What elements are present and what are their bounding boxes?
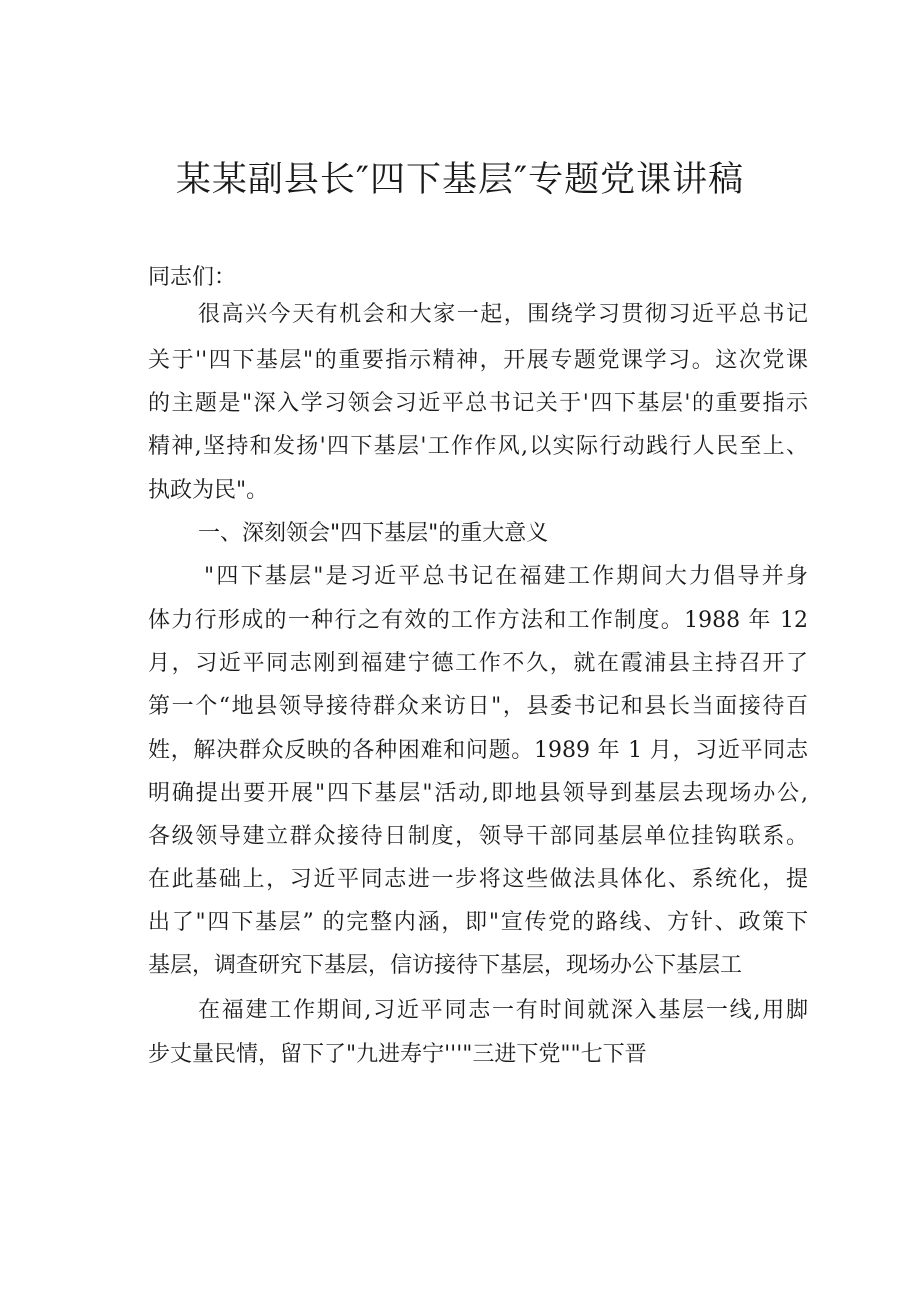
paragraph-line: 步丈量民情，留下了"九进寿宁'''"三进下党""七下晋 xyxy=(148,1042,647,1067)
paragraph-line: 各级领导建立群众接待日制度，领导干部同基层单位挂钩联系。 xyxy=(148,824,808,849)
paragraph-line: 的主题是"深入学习领会习近平总书记关于'四下基层'的重要指示 xyxy=(148,391,808,416)
paragraph-line: 出了"四下基层” 的完整内涵，即"宣传党的路线、方针、政策下 xyxy=(148,910,808,935)
paragraph-line: 体力行形成的一种行之有效的工作方法和工作制度。1988 年 12 xyxy=(148,608,808,633)
paragraph-line: 姓，解决群众反映的各种困难和问题。1989 年 1 月，习近平同志 xyxy=(148,738,808,763)
paragraph-line: 精神,坚持和发扬'四下基层'工作作风,以实际行动践行人民至上、 xyxy=(148,434,808,459)
paragraph-line: 月，习近平同志刚到福建宁德工作不久，就在霞浦县主持召开了 xyxy=(148,651,808,676)
paragraph-line: 在此基础上，习近平同志进一步将这些做法具体化、系统化，提 xyxy=(148,867,808,892)
paragraph-line: 基层，调查研究下基层，信访接待下基层，现场办公下基层工 xyxy=(148,953,743,978)
paragraph-line: "四下基层"是习近平总书记在福建工作期间大力倡导并身 xyxy=(204,564,808,589)
paragraph-line: 很高兴今天有机会和大家一起，围绕学习贯彻习近平总书记 xyxy=(198,302,808,327)
document-title: 某某副县长″四下基层″专题党课讲稿 xyxy=(175,160,745,200)
paragraph-line: 明确提出要开展"四下基层"活动,即地县领导到基层去现场办公, xyxy=(148,781,808,806)
section-heading: 一、深刻领会"四下基层"的重大意义 xyxy=(198,521,549,546)
paragraph-line: 关于''四下基层"的重要指示精神，开展专题党课学习。这次党课 xyxy=(148,348,808,373)
paragraph-line: 执政为民"。 xyxy=(148,478,269,503)
paragraph-line: 在福建工作期间,习近平同志一有时间就深入基层一线,用脚 xyxy=(198,998,808,1023)
paragraph-line: 第一个“地县领导接待群众来访日"，县委书记和县长当面接待百 xyxy=(148,694,808,719)
salutation: 同志们： xyxy=(148,265,237,290)
